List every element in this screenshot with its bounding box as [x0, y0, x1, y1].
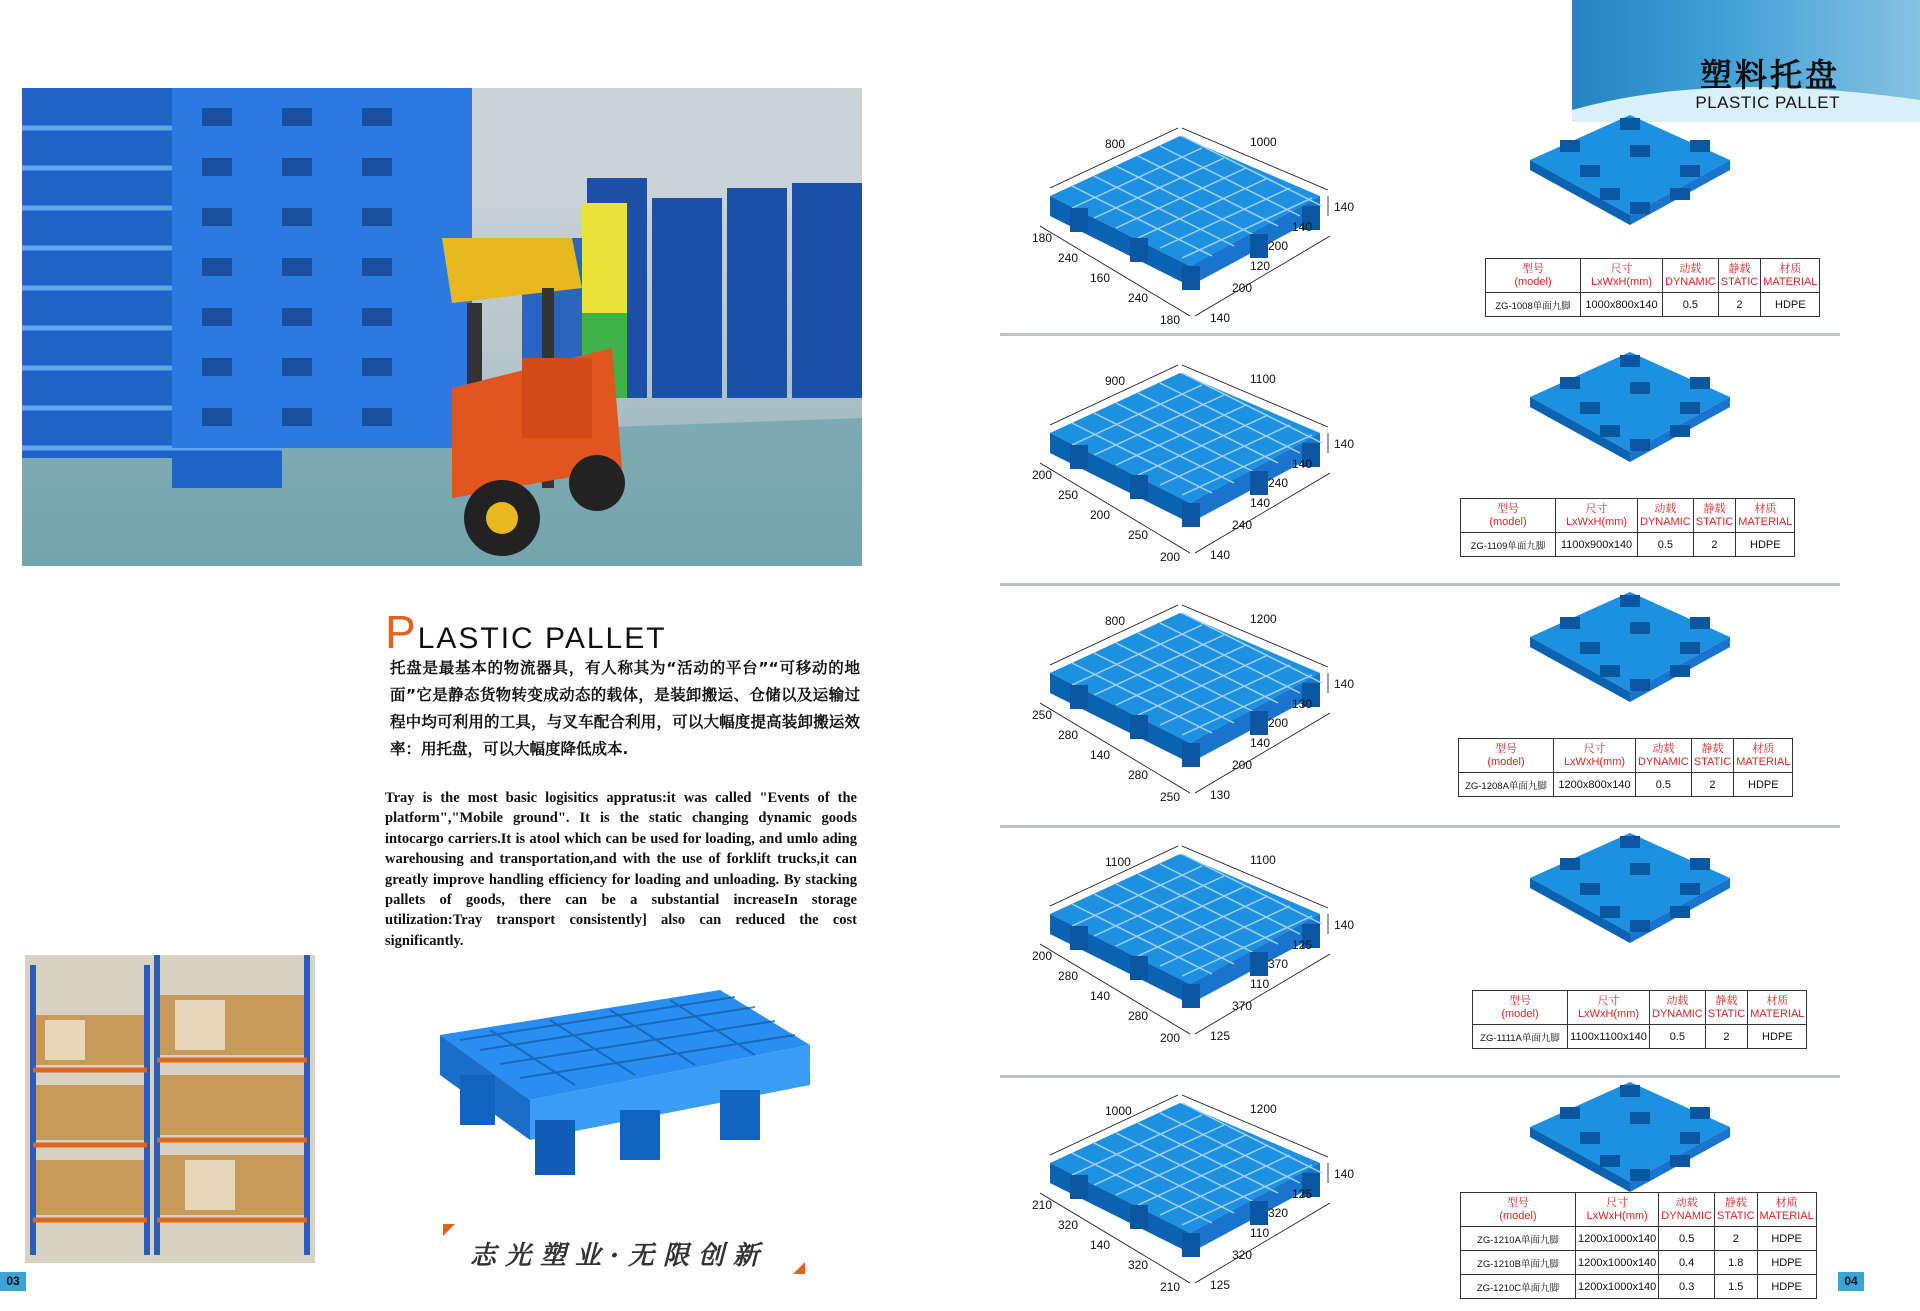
header-en-label: MATERIAL [1736, 755, 1791, 768]
size-cell: 1200x800x140 [1554, 773, 1636, 797]
header-en-label: LxWxH(mm) [1586, 1209, 1648, 1222]
header-en-label: (model) [1489, 515, 1527, 528]
dimension-right-segment-label: 140 [1292, 457, 1313, 471]
header-cn-label: 动载 [1666, 994, 1689, 1007]
header-en-label: STATIC [1695, 515, 1734, 528]
table-header-cell [1663, 259, 1719, 293]
header-en-label: STATIC [1707, 1007, 1746, 1020]
dimension-length-label: 1200 [1250, 1102, 1277, 1116]
section-divider [1000, 583, 1840, 586]
table-row [1473, 1025, 1807, 1049]
dimension-left-segment-label: 180 [1032, 231, 1053, 245]
dimension-left-segment-label: 140 [1090, 989, 1111, 1003]
dimension-right-segment-label: 200 [1232, 758, 1253, 772]
slogan-accent-mark [443, 1224, 455, 1236]
table-header-cell [1554, 739, 1636, 773]
dynamic-load-cell: 0.5 [1663, 293, 1719, 317]
pallet-thumbnail [1520, 347, 1740, 467]
plastic-pallet-image [430, 990, 810, 1190]
dimension-left-segment-label: 140 [1090, 1238, 1111, 1252]
dimension-left-segment-label: 210 [1160, 1280, 1181, 1294]
table-header-cell [1576, 1193, 1659, 1227]
static-load-cell: 2 [1715, 1227, 1757, 1251]
size-cell: 1200x1000x140 [1576, 1251, 1659, 1275]
dimension-width-label: 800 [1105, 137, 1126, 151]
dimension-left-segment-label: 200 [1032, 468, 1053, 482]
section-banner [1572, 0, 1920, 122]
dimension-left-segment-label: 250 [1032, 708, 1053, 722]
header-en-label: LxWxH(mm) [1590, 275, 1653, 288]
table-row [1459, 773, 1793, 797]
size-cell: 1200x1000x140 [1576, 1227, 1659, 1251]
dimension-left-segment-label: 280 [1058, 728, 1079, 742]
table-header-cell [1650, 991, 1706, 1025]
dimension-height-label: 140 [1334, 918, 1355, 932]
dimension-left-segment-label: 250 [1128, 528, 1149, 542]
dynamic-load-cell: 0.5 [1638, 533, 1694, 557]
model-cell: ZG-1210B单面九脚 [1461, 1251, 1576, 1275]
size-cell: 1100x900x140 [1556, 533, 1638, 557]
dimension-right-segment-label: 140 [1210, 548, 1231, 562]
spec-table [1460, 1192, 1817, 1299]
pallet-thumbnail [1520, 587, 1740, 707]
model-cell: ZG-1210C单面九脚 [1461, 1275, 1576, 1299]
static-load-cell: 2 [1693, 533, 1735, 557]
dimension-height-label: 140 [1334, 437, 1355, 451]
dimension-right-segment-label: 320 [1268, 1206, 1289, 1220]
table-header-cell [1748, 991, 1807, 1025]
dimension-left-segment-label: 140 [1090, 748, 1111, 762]
header-en-label: LxWxH(mm) [1563, 755, 1626, 768]
table-header-cell [1734, 739, 1793, 773]
dimension-right-segment-label: 110 [1250, 1226, 1270, 1240]
model-cell: ZG-1210A单面九脚 [1461, 1227, 1576, 1251]
header-en-label: DYNAMIC [1652, 1007, 1703, 1020]
pallet-thumbnail [1520, 110, 1740, 230]
dimension-right-segment-label: 200 [1232, 281, 1253, 295]
forklift-warehouse-photo [22, 88, 862, 566]
dimension-left-segment-label: 200 [1160, 1031, 1181, 1045]
material-cell: HDPE [1736, 533, 1795, 557]
header-en-label: MATERIAL [1759, 1209, 1814, 1222]
dimension-left-segment-label: 200 [1160, 550, 1181, 564]
dimension-left-segment-label: 280 [1058, 969, 1079, 983]
headline-cap-letter: P [385, 606, 418, 658]
spec-table [1485, 258, 1820, 317]
dynamic-load-cell: 0.4 [1659, 1251, 1715, 1275]
material-cell: HDPE [1761, 293, 1820, 317]
table-row [1461, 1275, 1817, 1299]
table-row [1461, 1227, 1817, 1251]
material-cell: HDPE [1734, 773, 1793, 797]
dimension-width-label: 900 [1105, 374, 1126, 388]
header-cn-label: 尺寸 [1585, 502, 1608, 515]
dimension-right-segment-label: 125 [1292, 938, 1313, 952]
dimension-right-segment-label: 140 [1292, 220, 1313, 234]
slogan-accent-mark [793, 1262, 805, 1274]
dimension-left-segment-label: 240 [1058, 251, 1079, 265]
header-cn-label: 材质 [1754, 502, 1777, 515]
table-header-cell [1461, 499, 1556, 533]
dimension-left-segment-label: 160 [1090, 271, 1111, 285]
header-en-label: (model) [1514, 275, 1552, 288]
section-headline [385, 605, 667, 659]
dynamic-load-cell: 0.3 [1659, 1275, 1715, 1299]
dimension-right-segment-label: 200 [1268, 716, 1289, 730]
header-cn-label: 动载 [1652, 742, 1675, 755]
material-cell: HDPE [1757, 1227, 1816, 1251]
dimension-left-segment-label: 320 [1058, 1218, 1079, 1232]
table-row [1461, 533, 1795, 557]
dimension-right-segment-label: 130 [1292, 697, 1313, 711]
header-cn-label: 动载 [1675, 1196, 1698, 1209]
dynamic-load-cell: 0.5 [1650, 1025, 1706, 1049]
dimension-width-label: 1000 [1105, 1104, 1132, 1118]
dimension-right-segment-label: 140 [1210, 311, 1231, 325]
header-cn-label: 尺寸 [1610, 262, 1633, 275]
header-cn-label: 材质 [1766, 994, 1789, 1007]
dimension-left-segment-label: 240 [1128, 291, 1149, 305]
static-load-cell: 2 [1705, 1025, 1747, 1049]
header-en-label: STATIC [1717, 1209, 1755, 1222]
dimension-width-label: 1100 [1105, 855, 1131, 869]
table-header-cell [1636, 739, 1692, 773]
dimension-left-segment-label: 250 [1160, 790, 1181, 804]
dimension-height-label: 140 [1334, 1167, 1355, 1181]
header-cn-label: 材质 [1752, 742, 1775, 755]
header-en-label: MATERIAL [1763, 275, 1818, 288]
header-cn-label: 尺寸 [1606, 1196, 1629, 1209]
dimension-left-segment-label: 280 [1128, 768, 1149, 782]
header-en-label: MATERIAL [1738, 515, 1793, 528]
header-en-label: STATIC [1720, 275, 1759, 288]
header-cn-label: 材质 [1779, 262, 1802, 275]
dimension-right-segment-label: 240 [1268, 476, 1289, 490]
header-cn-label: 型号 [1509, 994, 1531, 1007]
pallet-thumbnail [1520, 1077, 1740, 1197]
pallet-dimension-diagram [1010, 1083, 1380, 1303]
size-cell: 1100x1100x140 [1568, 1025, 1650, 1049]
table-header-cell [1581, 259, 1663, 293]
header-en-label: STATIC [1693, 755, 1732, 768]
size-cell: 1000x800x140 [1581, 293, 1663, 317]
model-cell: ZG-1111A单面九脚 [1473, 1025, 1568, 1049]
header-cn-label: 材质 [1775, 1196, 1798, 1209]
header-cn-label: 静载 [1715, 994, 1738, 1007]
dimension-left-segment-label: 320 [1128, 1258, 1149, 1272]
table-header-cell [1715, 1193, 1757, 1227]
banner-title-en: PLASTIC PALLET [1695, 93, 1840, 112]
table-header-cell [1736, 499, 1795, 533]
company-slogan: 志光塑业·无限创新 [470, 1241, 769, 1271]
dimension-length-label: 1100 [1250, 372, 1276, 386]
static-load-cell: 2 [1718, 293, 1760, 317]
dimension-length-label: 1000 [1250, 135, 1277, 149]
header-cn-label: 动载 [1679, 262, 1702, 275]
header-cn-label: 静载 [1728, 262, 1751, 275]
table-header-cell [1659, 1193, 1715, 1227]
table-header-cell [1568, 991, 1650, 1025]
pallet-dimension-diagram [1010, 353, 1380, 573]
dimension-left-segment-label: 200 [1032, 949, 1053, 963]
warehouse-racking-photo [25, 955, 315, 1263]
model-cell: ZG-1109单面九脚 [1461, 533, 1556, 557]
dimension-right-segment-label: 370 [1268, 957, 1289, 971]
material-cell: HDPE [1757, 1275, 1816, 1299]
header-en-label: DYNAMIC [1638, 755, 1689, 768]
english-description: Tray is the most basic logisitics appratus:it was called "Events of the platform","Mobile ground". It is the static changing dynamic goods intocargo carriers.It is atool which can be used for loading, and umlo ading warehousing and transportation,and with the use of forklift trucks,it can greatly improve handling efficiency for loading and unloading. By stacking pallets of goods, there can be a substantial increaseIn storage utilization:Tray transport consistently] also can reduced the cost significantly. [385, 790, 857, 949]
dimension-width-label: 800 [1105, 614, 1126, 628]
spec-table [1472, 990, 1807, 1049]
table-header-cell [1761, 259, 1820, 293]
dimension-right-segment-label: 130 [1210, 788, 1231, 802]
material-cell: HDPE [1748, 1025, 1807, 1049]
table-header-cell [1486, 259, 1581, 293]
dimension-height-label: 140 [1334, 200, 1355, 214]
header-en-label: DYNAMIC [1665, 275, 1716, 288]
table-header-cell [1459, 739, 1554, 773]
header-en-label: (model) [1487, 755, 1525, 768]
dynamic-load-cell: 0.5 [1659, 1227, 1715, 1251]
dynamic-load-cell: 0.5 [1636, 773, 1692, 797]
dimension-left-segment-label: 250 [1058, 488, 1079, 502]
header-cn-label: 动载 [1654, 502, 1677, 515]
header-en-label: (model) [1499, 1209, 1537, 1222]
table-row [1461, 1251, 1817, 1275]
dimension-right-segment-label: 140 [1250, 736, 1271, 750]
pallet-thumbnail [1520, 828, 1740, 948]
headline-rest: LASTIC PALLET [417, 622, 667, 655]
header-cn-label: 静载 [1724, 1196, 1747, 1209]
header-en-label: LxWxH(mm) [1565, 515, 1628, 528]
header-cn-label: 型号 [1507, 1196, 1529, 1209]
dimension-right-segment-label: 370 [1232, 999, 1253, 1013]
dimension-length-label: 1100 [1250, 853, 1276, 867]
spec-table [1458, 738, 1793, 797]
model-cell: ZG-1008单面九脚 [1486, 293, 1581, 317]
header-cn-label: 静载 [1701, 742, 1724, 755]
pallet-dimension-diagram [1010, 834, 1380, 1054]
size-cell: 1200x1000x140 [1576, 1275, 1659, 1299]
dimension-left-segment-label: 200 [1090, 508, 1111, 522]
table-header-cell [1705, 991, 1747, 1025]
table-header-cell [1461, 1193, 1576, 1227]
page-number-left: 03 [0, 1272, 26, 1291]
spec-table [1460, 498, 1795, 557]
dimension-right-segment-label: 200 [1268, 239, 1289, 253]
header-en-label: MATERIAL [1750, 1007, 1805, 1020]
chinese-description: 托盘是最基本的物流器具，有人称其为“活动的平台”“可移动的地面”它是静态货物转变成动态的载体，是装卸搬运、仓储以及运输过程中均可利用的工具，与叉车配合利用，可以大幅度提高装卸搬运效率：用托盘，可以大幅度降低成本. [390, 659, 860, 758]
dimension-right-segment-label: 120 [1250, 259, 1271, 273]
header-en-label: (model) [1501, 1007, 1539, 1020]
table-header-cell [1757, 1193, 1816, 1227]
static-load-cell: 1.5 [1715, 1275, 1757, 1299]
dimension-right-segment-label: 140 [1250, 496, 1271, 510]
banner-title-cn: 塑料托盘 [1699, 56, 1840, 94]
dimension-left-segment-label: 180 [1160, 313, 1181, 327]
table-header-cell [1556, 499, 1638, 533]
dimension-height-label: 140 [1334, 677, 1355, 691]
header-cn-label: 型号 [1497, 502, 1519, 515]
dimension-left-segment-label: 210 [1032, 1198, 1053, 1212]
header-cn-label: 尺寸 [1597, 994, 1620, 1007]
table-header-cell [1473, 991, 1568, 1025]
dimension-right-segment-label: 320 [1232, 1248, 1253, 1262]
pallet-dimension-diagram [1010, 116, 1380, 336]
header-en-label: LxWxH(mm) [1577, 1007, 1640, 1020]
static-load-cell: 2 [1691, 773, 1733, 797]
dimension-right-segment-label: 240 [1232, 518, 1253, 532]
static-load-cell: 1.8 [1715, 1251, 1757, 1275]
header-cn-label: 静载 [1703, 502, 1726, 515]
header-en-label: DYNAMIC [1661, 1209, 1713, 1222]
header-en-label: DYNAMIC [1640, 515, 1691, 528]
table-header-cell [1718, 259, 1760, 293]
table-header-cell [1691, 739, 1733, 773]
table-header-cell [1693, 499, 1735, 533]
table-row [1486, 293, 1820, 317]
dimension-right-segment-label: 125 [1292, 1187, 1313, 1201]
dimension-right-segment-label: 110 [1250, 977, 1270, 991]
pallet-dimension-diagram [1010, 593, 1380, 813]
table-header-cell [1638, 499, 1694, 533]
header-cn-label: 型号 [1522, 262, 1544, 275]
dimension-right-segment-label: 125 [1210, 1278, 1231, 1292]
dimension-left-segment-label: 280 [1128, 1009, 1149, 1023]
header-cn-label: 型号 [1495, 742, 1517, 755]
model-cell: ZG-1208A单面九脚 [1459, 773, 1554, 797]
dimension-length-label: 1200 [1250, 612, 1277, 626]
header-cn-label: 尺寸 [1583, 742, 1606, 755]
dimension-right-segment-label: 125 [1210, 1029, 1231, 1043]
material-cell: HDPE [1757, 1251, 1816, 1275]
page-number-right: 04 [1838, 1272, 1864, 1291]
